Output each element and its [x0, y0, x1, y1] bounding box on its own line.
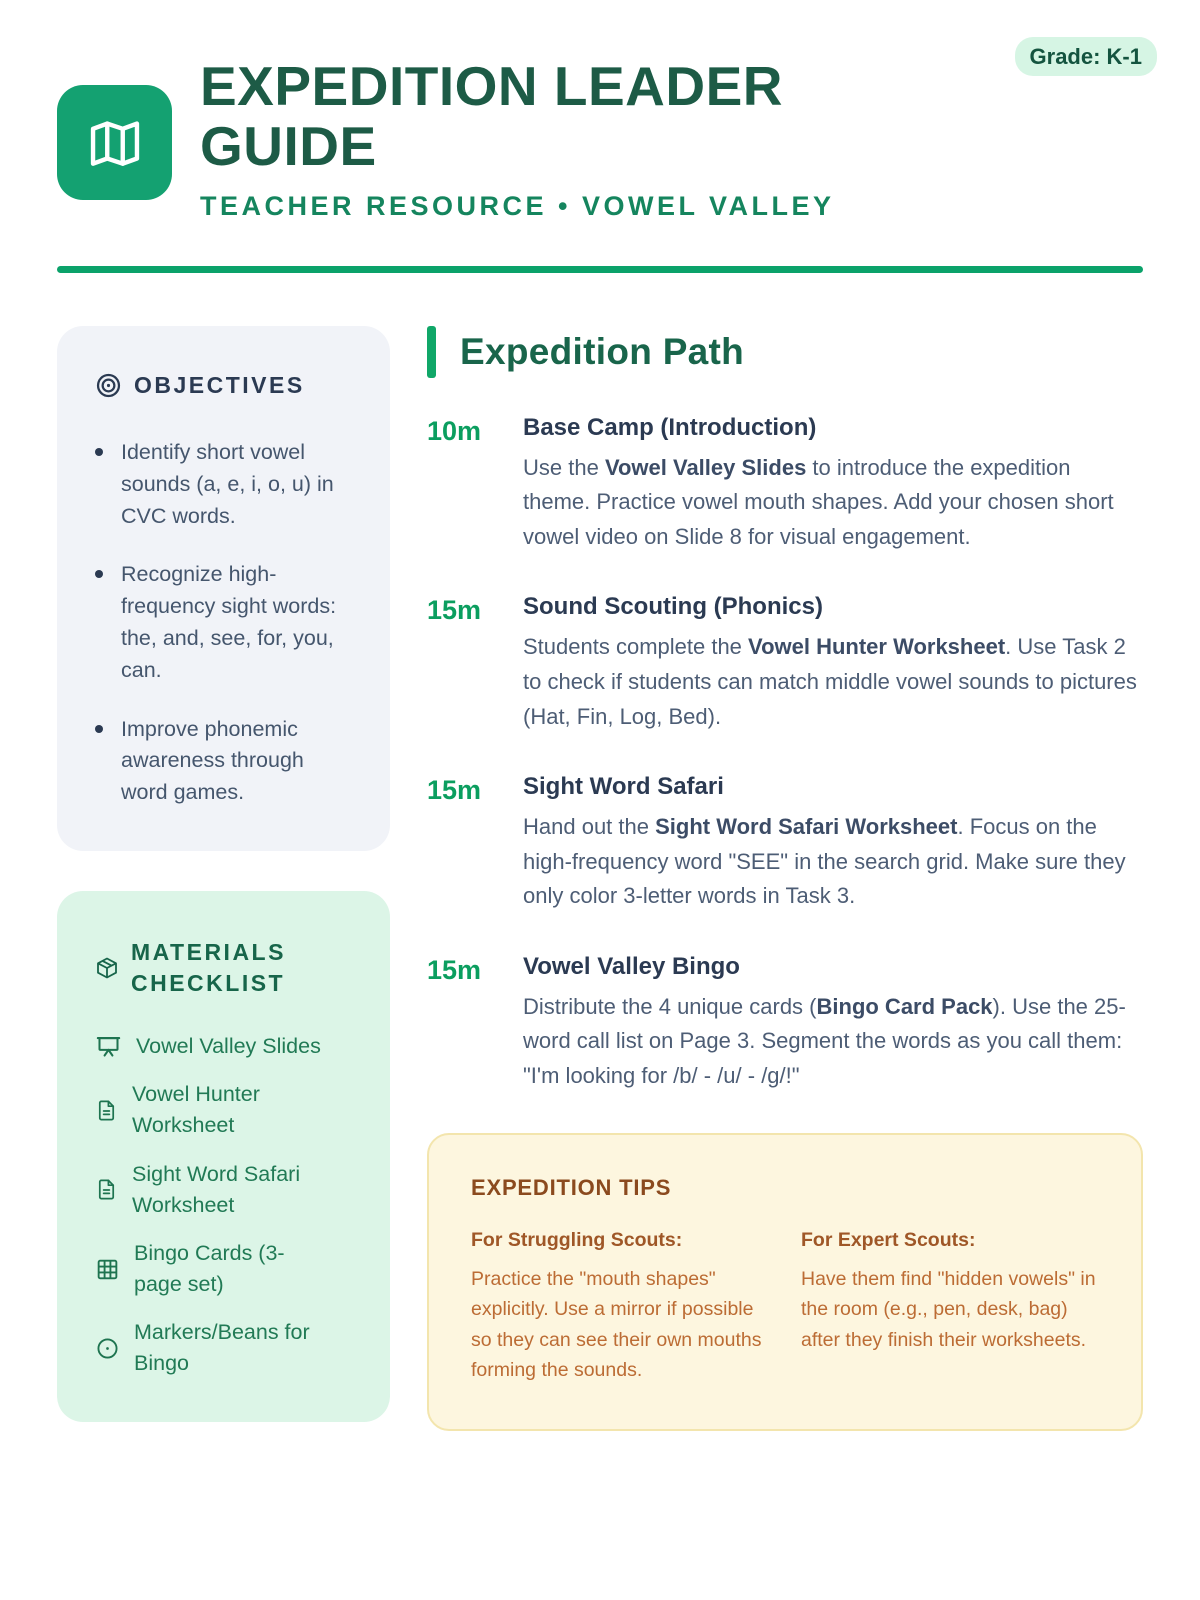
- header: [57, 0, 1143, 222]
- content-columns: [57, 326, 1143, 1431]
- header-text: [200, 57, 930, 222]
- expedition-path-title: Expedition Path: [460, 330, 745, 372]
- material-label: Vowel Valley Slides: [136, 1034, 321, 1059]
- header-divider: [57, 266, 1143, 273]
- map-icon: [57, 85, 172, 200]
- objectives-heading: OBJECTIVES: [134, 371, 305, 398]
- tip-title: For Expert Scouts:: [801, 1229, 976, 1252]
- bullet-dot: [95, 570, 103, 578]
- step-description: Use the Vowel Valley Slides to introduce the expedition theme. Practice vowel mouth shapes. Add your chosen short vowel video on Slide 8 for visual engagement.: [523, 454, 1114, 549]
- tip-body: Have them find "hidden vowels" in the room (e.g., pen, desk, bag) after they finish their worksheets.: [801, 1268, 1096, 1351]
- grid-icon: [95, 1257, 120, 1282]
- step-content: [523, 953, 1143, 1094]
- step-content: [523, 414, 1143, 555]
- presentation-icon: [95, 1033, 122, 1060]
- materials-list: [95, 1031, 342, 1380]
- objectives-header: [95, 372, 350, 399]
- material-label: Markers/Beans for Bingo: [134, 1320, 310, 1376]
- material-item: [95, 1159, 342, 1221]
- step-description: Distribute the 4 unique cards (Bingo Card Pack). Use the 25-word call list on Page 3. Segment the words as you call them: "I'm looking for /b/ - /u/ - /g/!": [523, 993, 1126, 1088]
- material-label: Vowel Hunter Worksheet: [132, 1082, 260, 1138]
- objective-text: Identify short vowel sounds (a, e, i, o, u) in CVC words.: [121, 439, 334, 528]
- expedition-step: [427, 953, 1143, 1094]
- objective-item: [95, 714, 350, 809]
- material-item: [95, 1031, 342, 1062]
- step-title: Base Camp (Introduction): [523, 413, 817, 441]
- main-column: [425, 326, 1143, 1431]
- objective-item: [95, 559, 350, 686]
- tips-heading: EXPEDITION TIPS: [471, 1175, 672, 1201]
- objective-text: Improve phonemic awareness through word games.: [121, 716, 304, 805]
- grade-badge: Grade: K-1: [1015, 37, 1157, 76]
- tip-expert-scouts: [801, 1229, 1101, 1385]
- step-duration: 15m: [427, 595, 482, 626]
- materials-heading: MATERIALS CHECKLIST: [131, 939, 286, 997]
- expedition-step: [427, 593, 1143, 734]
- objectives-list: [95, 437, 350, 809]
- materials-header: [95, 937, 342, 999]
- page-title: EXPEDITION LEADER GUIDE: [200, 55, 784, 177]
- step-content: [523, 773, 1143, 914]
- page-subtitle: TEACHER RESOURCE • VOWEL VALLEY: [200, 190, 835, 221]
- step-title: Sight Word Safari: [523, 773, 724, 801]
- step-description: Hand out the Sight Word Safari Worksheet. Focus on the high-frequency word "SEE" in the search grid. Make sure they only color 3-letter words in Task 3.: [523, 814, 1126, 909]
- sidebar-column: [57, 326, 390, 1422]
- expedition-tips-card: [427, 1133, 1143, 1431]
- expedition-steps: [427, 414, 1143, 1093]
- bullet-dot: [95, 448, 103, 456]
- target-icon: [95, 372, 122, 399]
- expedition-step: [427, 773, 1143, 914]
- document-icon: [95, 1178, 118, 1201]
- expedition-path-header: [427, 326, 1143, 378]
- objective-text: Recognize high-frequency sight words: the, and, see, for, you, can.: [121, 562, 337, 682]
- circle-dot-icon: [95, 1336, 120, 1361]
- material-label: Sight Word Safari Worksheet: [132, 1161, 301, 1217]
- material-item: [95, 1238, 342, 1300]
- materials-card: [57, 891, 390, 1422]
- step-duration: 10m: [427, 415, 482, 446]
- step-title: Sound Scouting (Phonics): [523, 593, 823, 621]
- step-description: Students complete the Vowel Hunter Worksheet. Use Task 2 to check if students can match middle vowel sounds to pictures (Hat, Fin, Log, Bed).: [523, 634, 1137, 729]
- expedition-step: [427, 414, 1143, 555]
- grade-badge-container: [1007, 38, 1157, 77]
- accent-bar: [427, 326, 436, 378]
- material-label: Bingo Cards (3-page set): [134, 1240, 285, 1297]
- tips-columns: [471, 1229, 1101, 1385]
- objective-item: [95, 437, 350, 532]
- objectives-card: [57, 326, 390, 851]
- material-item: [95, 1317, 342, 1379]
- package-icon: [95, 956, 119, 980]
- document-icon: [95, 1099, 118, 1122]
- material-item: [95, 1079, 342, 1141]
- step-duration: 15m: [427, 954, 482, 985]
- bullet-dot: [95, 725, 103, 733]
- tip-struggling-scouts: [471, 1229, 771, 1385]
- step-title: Vowel Valley Bingo: [523, 952, 740, 980]
- step-duration: 15m: [427, 775, 482, 806]
- tip-title: For Struggling Scouts:: [471, 1229, 683, 1252]
- step-content: [523, 593, 1143, 734]
- tip-body: Practice the "mouth shapes" explicitly. Use a mirror if possible so they can see their own mouths forming the sounds.: [471, 1268, 762, 1381]
